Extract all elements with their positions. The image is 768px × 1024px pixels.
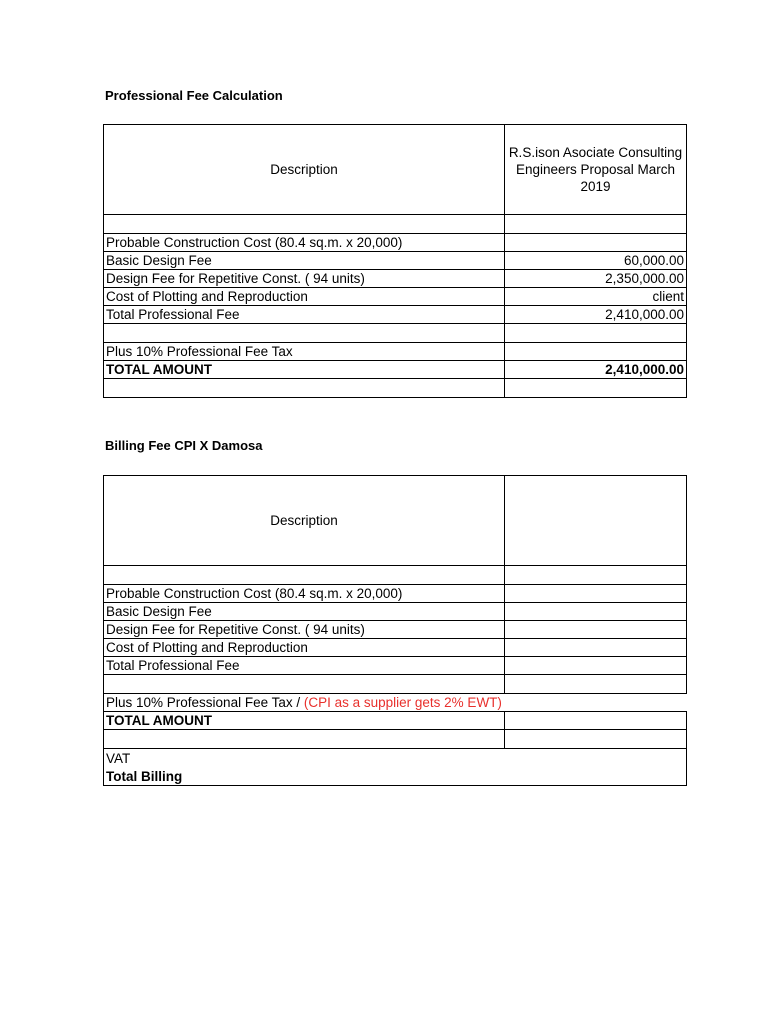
total-row [104, 361, 687, 379]
table-row [104, 730, 687, 749]
total-billing-label: Total Billing [104, 768, 687, 786]
table-row [104, 694, 687, 712]
table-row [104, 306, 687, 324]
row-label: Basic Design Fee [104, 252, 505, 270]
proposal-header: R.S.ison Asociate Consulting Engineers Proposal March 2019 [505, 125, 687, 215]
row-label: Cost of Plotting and Reproduction [104, 639, 505, 657]
table-row [104, 270, 687, 288]
billing-fee-table [103, 475, 687, 786]
description-header: Description [104, 125, 505, 215]
row-value: client [505, 288, 687, 306]
table-row [104, 639, 687, 657]
row-label: Cost of Plotting and Reproduction [104, 288, 505, 306]
tax-label: Plus 10% Professional Fee Tax / [106, 695, 304, 710]
row-label: Probable Construction Cost (80.4 sq.m. x 20,000) [104, 234, 505, 252]
row-label: Basic Design Fee [104, 603, 505, 621]
description-header: Description [104, 476, 505, 566]
table-row [104, 657, 687, 675]
table-row [104, 252, 687, 270]
total-value: 2,410,000.00 [505, 361, 687, 379]
table-row [104, 585, 687, 603]
row-label: Design Fee for Repetitive Const. ( 94 units) [104, 270, 505, 288]
table-row [104, 379, 687, 398]
table-row [104, 234, 687, 252]
table-row [104, 621, 687, 639]
vat-label: VAT [104, 749, 687, 768]
table-row [104, 566, 687, 585]
row-value [505, 234, 687, 252]
total-row [104, 712, 687, 730]
row-label: Total Professional Fee [104, 306, 505, 324]
table-header-row [104, 125, 687, 215]
row-label: Total Professional Fee [104, 657, 505, 675]
vat-row [104, 749, 687, 768]
ewt-note: (CPI as a supplier gets 2% EWT) [303, 695, 502, 710]
total-label: TOTAL AMOUNT [104, 712, 505, 730]
total-label: TOTAL AMOUNT [104, 361, 505, 379]
table-row [104, 288, 687, 306]
row-label: Probable Construction Cost (80.4 sq.m. x 20,000) [104, 585, 505, 603]
empty-header [505, 476, 687, 566]
table-header-row [104, 476, 687, 566]
table-row [104, 675, 687, 694]
total-billing-row [104, 768, 687, 786]
tax-label: Plus 10% Professional Fee Tax [104, 343, 505, 361]
row-value: 2,350,000.00 [505, 270, 687, 288]
row-label: Design Fee for Repetitive Const. ( 94 units) [104, 621, 505, 639]
billing-fee-title: Billing Fee CPI X Damosa [105, 438, 263, 453]
professional-fee-title: Professional Fee Calculation [105, 88, 283, 103]
table-row [104, 343, 687, 361]
professional-fee-table [103, 124, 687, 398]
table-row [104, 215, 687, 234]
table-row [104, 603, 687, 621]
row-value: 60,000.00 [505, 252, 687, 270]
table-row [104, 324, 687, 343]
row-value: 2,410,000.00 [505, 306, 687, 324]
tax-cell [104, 694, 687, 712]
